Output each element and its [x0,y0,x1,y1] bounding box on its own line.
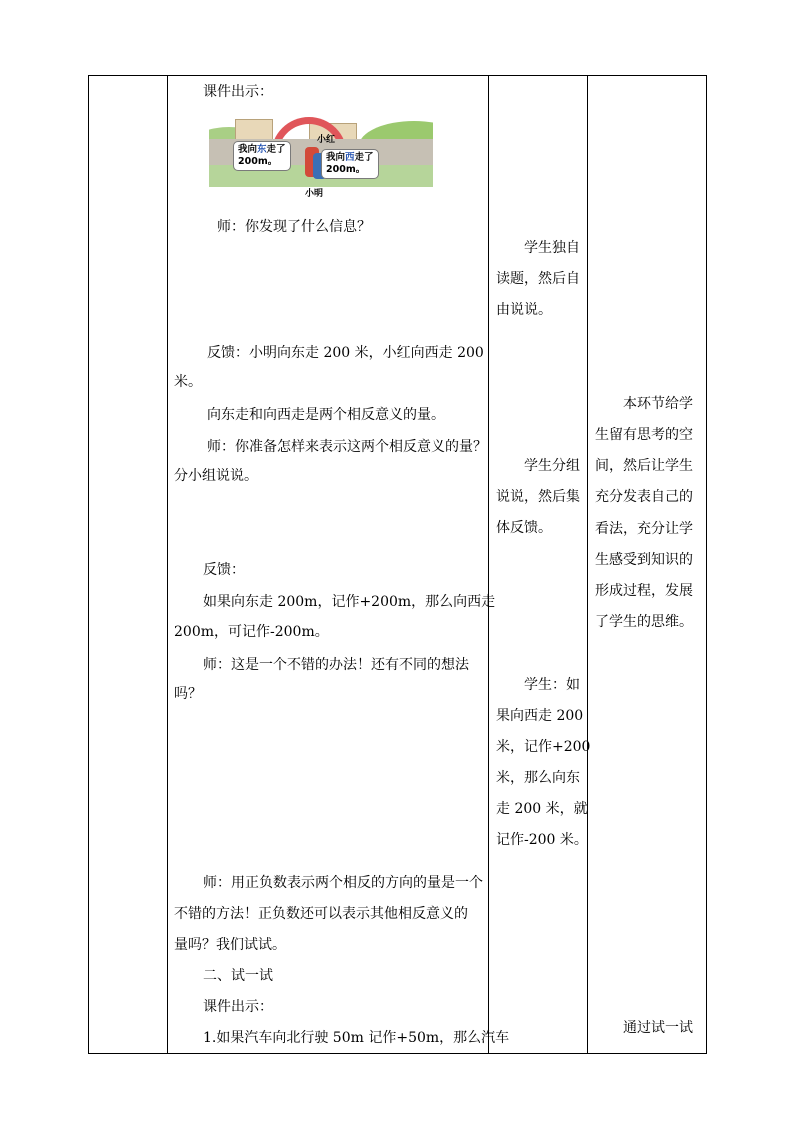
design-intent-line7: 形成过程，发展 [595,583,693,599]
feedback-1-line2: 米。 [174,374,202,390]
student-activity-c-line5: 走 200 米，就 [496,801,588,817]
feedback-2-line1: 如果向东走 200m，记作+200m，那么向西走 [203,594,496,610]
summary-line3: 量吗？我们试试。 [174,937,286,953]
design-intent-line1: 本环节给学 [623,396,693,412]
design-intent-line4: 充分发表自己的 [595,489,693,505]
design-intent-line6: 生感受到知识的 [595,552,693,568]
design-intent-line2: 生留有思考的空 [595,427,693,443]
teacher-question-2-line1: 师：你准备怎样来表示这两个相反意义的量？ [207,439,487,455]
student-activity-c-line6: 记作-200 米。 [496,832,588,848]
teacher-question-1: 师：你发现了什么信息？ [217,219,371,235]
label-xiaohong: 小红 [317,135,336,145]
design-intent-line3: 间，然后让学生 [595,458,693,474]
student-activity-a-line1: 学生独自 [524,240,580,256]
teacher-question-2-line2: 分小组说说。 [174,468,258,484]
summary-line1: 师：用正负数表示两个相反的方向的量是一个 [203,875,483,891]
courseware-illustration [209,113,433,187]
student-activity-c-line4: 米，那么向东 [496,770,580,786]
student-activity-b-line1: 学生分组 [524,458,580,474]
summary-line2: 不错的方法！正负数还可以表示其他相反意义的 [174,906,468,922]
teacher-question-3-line2: 吗？ [174,686,202,702]
student-activity-b-line2: 说说，然后集 [496,489,580,505]
student-activity-c-line3: 米，记作+200 [496,739,591,755]
speech-bubble-east: 我向东走了 200m。 [233,141,291,171]
feedback-1-line1: 反馈：小明向东走 200 米，小红向西走 200 [207,345,484,361]
speech-bubble-west: 我向西走了 200m。 [321,149,379,179]
column-divider [167,75,168,1054]
opposite-quantities-statement: 向东走和向西走是两个相反意义的量。 [207,407,445,423]
column-divider [587,75,588,1054]
student-activity-a-line2: 读题，然后自 [496,271,580,287]
label-xiaoming: 小明 [305,189,324,199]
student-activity-c-line2: 果向西走 200 [496,708,584,724]
column-divider [488,75,489,1054]
section-heading-try: 二、试一试 [203,968,273,984]
design-intent-line8: 了学生的思维。 [595,614,693,630]
courseware-label: 课件出示： [203,84,273,100]
student-activity-c-line1: 学生：如 [524,677,580,693]
design-intent-line5: 看法，充分让学 [595,521,693,537]
feedback-2-line2: 200m，可记作-200m。 [174,624,329,640]
design-intent-b-line1: 通过试一试 [623,1020,693,1036]
exercise-1: 1.如果汽车向北行驶 50m 记作+50m，那么汽车 [203,1030,510,1046]
feedback-2-label: 反馈： [203,562,245,578]
teacher-question-3-line1: 师：这是一个不错的办法！还有不同的想法 [203,657,469,673]
courseware-label-2: 课件出示： [203,999,273,1015]
student-activity-b-line3: 体反馈。 [496,520,552,536]
student-activity-a-line3: 由说说。 [496,302,552,318]
